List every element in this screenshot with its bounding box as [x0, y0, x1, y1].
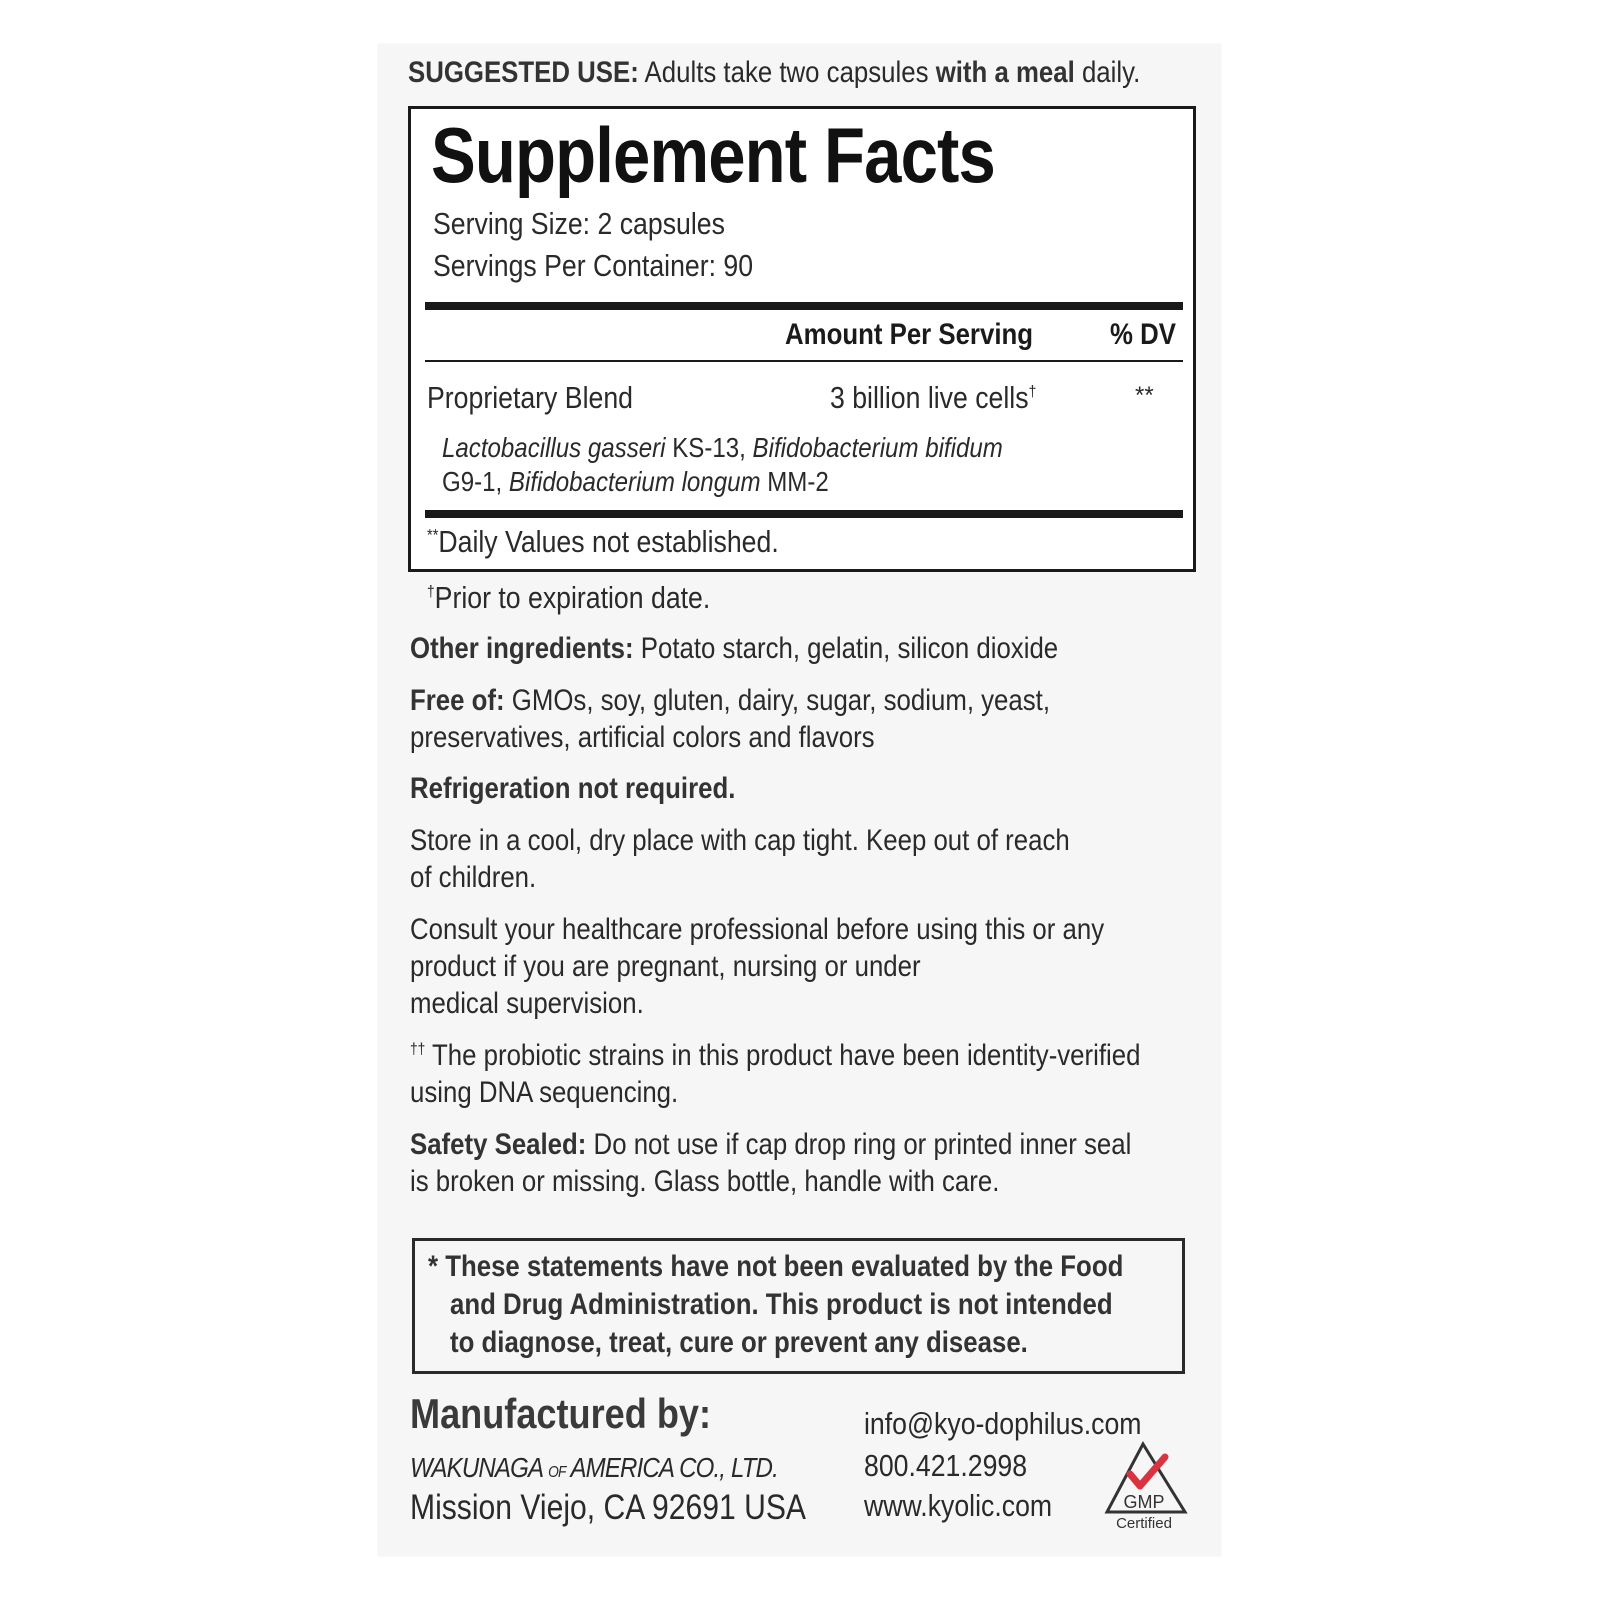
gmp-certified-badge: [1103, 1440, 1191, 1532]
dna-note-line-1: †† The probiotic strains in this product have been identity-verified: [410, 1039, 1141, 1072]
amount-per-serving-header: Amount Per Serving: [785, 318, 1034, 351]
suggested-use-bold: with a meal: [935, 56, 1075, 89]
facts-thick-rule-bottom: [425, 510, 1183, 518]
other-ingredients: Other ingredients: Potato starch, gelatin, silicon dioxide: [410, 632, 1059, 665]
strains-line-1: Lactobacillus gasseri KS-13, Bifidobacterium bifidum: [442, 432, 1003, 463]
suggested-use-text: Adults take two capsules: [644, 56, 929, 89]
safety-line-1: Safety Sealed: Do not use if cap drop ring or printed inner seal: [410, 1128, 1132, 1161]
strains-line-2: G9-1, Bifidobacterium longum MM-2: [442, 466, 829, 497]
disclaimer-line-3: to diagnose, treat, cure or prevent any disease.: [450, 1326, 1028, 1359]
suggested-use-label: SUGGESTED USE:: [408, 56, 639, 89]
storage-line-2: of children.: [410, 861, 537, 894]
free-of-line-1: Free of: GMOs, soy, gluten, dairy, sugar, sodium, yeast,: [410, 684, 1050, 717]
servings-per-container: Servings Per Container: 90: [433, 248, 754, 283]
facts-thin-rule: [425, 360, 1183, 362]
suggested-use: [408, 56, 1259, 90]
blend-amount: 3 billion live cells†: [830, 380, 1037, 415]
manufacturer-company: WAKUNAGA OF AMERICA CO., LTD.: [410, 1452, 778, 1483]
daily-values-footnote: **Daily Values not established.: [427, 524, 779, 559]
supplement-facts-title: Supplement Facts: [431, 111, 995, 199]
safety-line-2: is broken or missing. Glass bottle, handle with care.: [410, 1165, 1000, 1198]
consult-line-3: medical supervision.: [410, 987, 644, 1020]
dna-note-line-2: using DNA sequencing.: [410, 1076, 679, 1109]
manufacturer-address: Mission Viejo, CA 92691 USA: [410, 1488, 806, 1527]
blend-name: Proprietary Blend: [427, 380, 633, 415]
serving-size: Serving Size: 2 capsules: [433, 206, 725, 241]
storage-line-1: Store in a cool, dry place with cap tight. Keep out of reach: [410, 824, 1070, 857]
contact-email[interactable]: info@kyo-dophilus.com: [864, 1406, 1142, 1441]
consult-line-1: Consult your healthcare professional before using this or any: [410, 913, 1105, 946]
gmp-text: GMP: [1123, 1492, 1165, 1512]
consult-line-2: product if you are pregnant, nursing or under: [410, 950, 921, 983]
free-of-line-2: preservatives, artificial colors and flavors: [410, 721, 875, 754]
contact-website[interactable]: www.kyolic.com: [864, 1488, 1053, 1523]
contact-phone: 800.421.2998: [864, 1448, 1028, 1483]
blend-dv: **: [1135, 382, 1154, 409]
gmp-certified-text: Certified: [1116, 1515, 1172, 1532]
refrigeration-note: Refrigeration not required.: [410, 772, 736, 805]
facts-thick-rule-top: [425, 302, 1183, 310]
dv-header: % DV: [1110, 318, 1176, 351]
manufactured-by-heading: Manufactured by:: [410, 1390, 712, 1437]
disclaimer-line-2: and Drug Administration. This product is not intended: [450, 1288, 1113, 1321]
disclaimer-line-1: * These statements have not been evaluated by the Food: [428, 1250, 1124, 1283]
expiration-note: †Prior to expiration date.: [427, 580, 711, 615]
suggested-use-end: daily.: [1081, 56, 1141, 89]
